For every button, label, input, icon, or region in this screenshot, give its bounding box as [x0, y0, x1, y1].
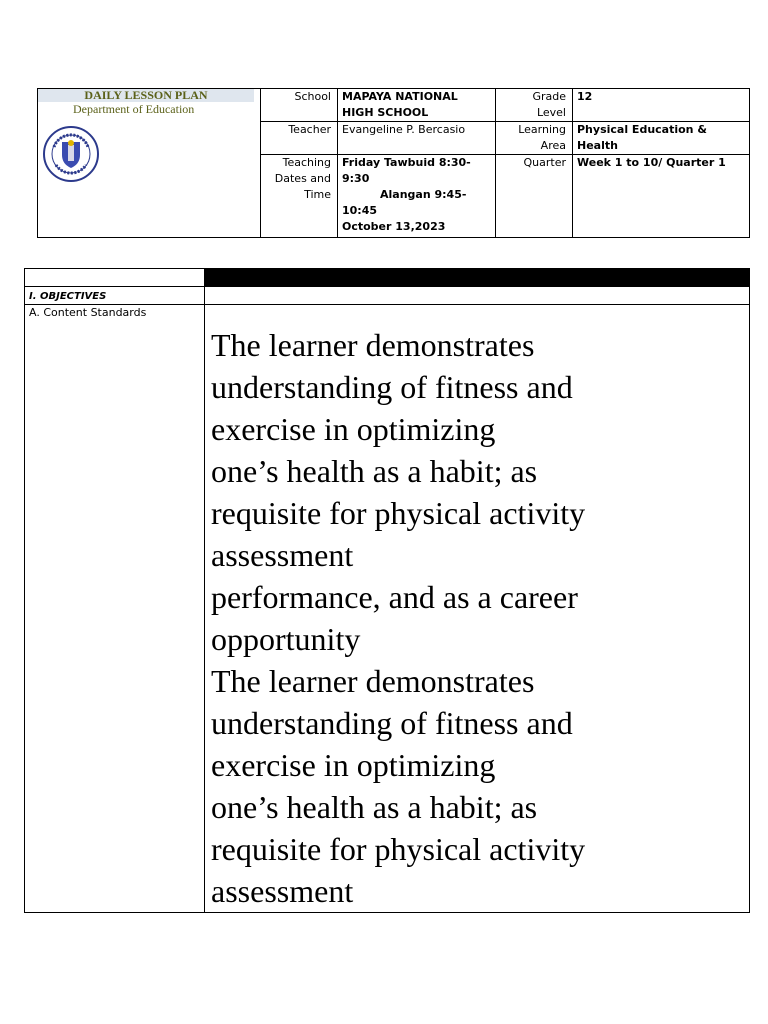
grade-value: 12: [573, 89, 750, 122]
deped-seal-icon: [42, 125, 100, 183]
content-line: one’s health as a habit; as: [211, 453, 538, 489]
content-line: performance, and as a career: [211, 579, 578, 615]
header-logo-cell: [38, 89, 261, 238]
content-line: one’s health as a habit; as: [211, 789, 538, 825]
school-value: MAPAYA NATIONAL HIGH SCHOOL: [338, 89, 496, 122]
content-line: assessment: [211, 537, 354, 573]
content-standards-text: [205, 305, 750, 913]
content-line: requisite for physical activity: [211, 495, 586, 531]
content-line: The learner demonstrates: [211, 663, 535, 699]
department-name: Department of Education: [73, 102, 195, 116]
content-line: The learner demonstrates: [211, 327, 535, 363]
content-line: assessment: [211, 873, 354, 909]
teaching-dates-label: Teaching Dates and Time: [261, 155, 338, 238]
content-line: understanding of fitness and: [211, 705, 573, 741]
objectives-heading-right-cell: [205, 287, 750, 305]
content-line: requisite for physical activity: [211, 831, 586, 867]
teacher-value: Evangeline P. Bercasio: [338, 122, 496, 155]
teacher-label: Teacher: [261, 122, 338, 155]
quarter-label: Quarter: [496, 155, 573, 238]
grade-label: Grade Level: [496, 89, 573, 122]
learning-area-value: Physical Education & Health: [573, 122, 750, 155]
content-line: opportunity: [211, 621, 361, 657]
school-label: School: [261, 89, 338, 122]
content-line: understanding of fitness and: [211, 369, 573, 405]
content-line: exercise in optimizing: [211, 747, 496, 783]
content-line: exercise in optimizing: [211, 411, 496, 447]
quarter-value: Week 1 to 10/ Quarter 1: [573, 155, 750, 238]
document-title: DAILY LESSON PLAN: [38, 89, 254, 102]
lesson-plan-header-table: [37, 88, 750, 238]
teaching-dates-value: Friday Tawbuid 8:30- 9:30 Alangan 9:45- 10:45 October 13,2023: [338, 155, 496, 238]
content-standards-label: A. Content Standards: [25, 305, 205, 913]
objectives-heading: I. OBJECTIVES: [25, 287, 205, 305]
learning-area-label: Learning Area: [496, 122, 573, 155]
objectives-top-left-cell: [25, 269, 205, 287]
objectives-table: [24, 268, 750, 913]
header-black-bar: [205, 269, 750, 287]
